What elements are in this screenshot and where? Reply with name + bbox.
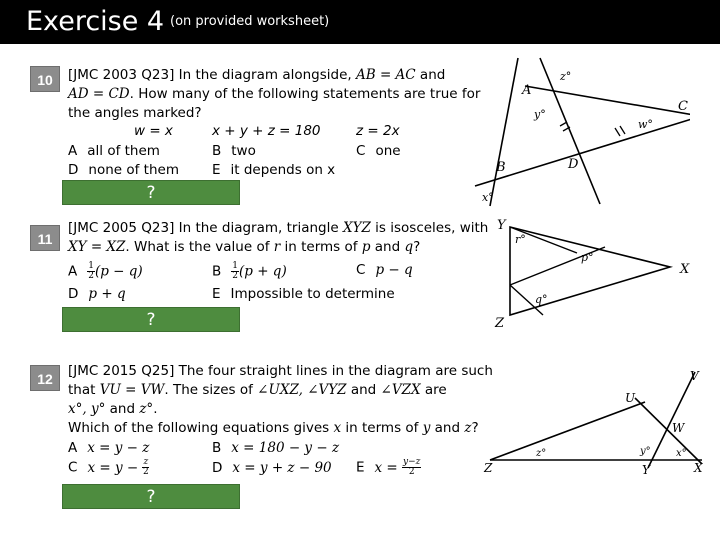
q10-tick-4	[620, 126, 625, 134]
q10-label-y: y°	[534, 108, 546, 121]
q11-option-c: C p − q	[356, 262, 413, 278]
q11-option-a: A $\frac{1}{2}$ (p − q)	[68, 261, 143, 281]
question-number-11: 11	[30, 225, 60, 251]
q12-line3: x°, y° and z°.	[68, 401, 158, 417]
question-number-10: 10	[30, 66, 60, 92]
q10-line2: AD = CD. How many of the following statements are true for	[68, 86, 481, 102]
q12-line-vy	[648, 372, 695, 468]
q10-line-ab	[490, 58, 518, 206]
q12-line-zu	[490, 402, 645, 460]
q12-line2: that VU = VW. The sizes of ∠UXZ, ∠VYZ and ∠VZX are	[68, 382, 447, 398]
q11-option-e: E Impossible to determine	[212, 286, 395, 302]
q10-label-z: z°	[560, 70, 572, 83]
q12-line4: Which of the following equations gives x in terms of y and z?	[68, 420, 479, 436]
q10-tick-1	[560, 122, 567, 126]
q10-line1: [JMC 2003 Q23] In the diagram alongside, AB = AC and	[68, 67, 446, 83]
q10-label-w: w°	[638, 118, 653, 131]
q11-label-q: q°	[535, 293, 548, 306]
q10-answer-button[interactable]: ?	[62, 180, 240, 205]
q11-diagram	[485, 215, 700, 335]
q12-label-w: W	[672, 421, 685, 435]
q11-line2: XY = XZ. What is the value of r in terms of p and q?	[68, 239, 421, 255]
q11-b-fraction: $\frac{1}{2}$	[232, 261, 238, 281]
title-bar	[0, 0, 720, 44]
q10-line3: the angles marked?	[68, 105, 202, 121]
q11-triangle-xyz	[510, 227, 670, 315]
q10-statement-1: w = x	[134, 123, 173, 139]
q10-statement-2: x + y + z = 180	[212, 123, 321, 139]
q12-option-e: E x = $\frac{y-z}{2}$	[356, 457, 421, 477]
q12-option-a: A x = y − z	[68, 440, 150, 456]
q10-option-e: E it depends on x	[212, 162, 336, 178]
q12-line1: [JMC 2015 Q25] The four straight lines in the diagram are such	[68, 363, 493, 379]
q12-label-z: Z	[484, 461, 493, 475]
q11-a-fraction: $\frac{1}{2}$	[88, 261, 94, 281]
q10-line-bc	[475, 118, 690, 186]
q10-label-d: D	[568, 157, 579, 172]
q11-label-p: p°	[581, 251, 594, 264]
q11-label-r: r°	[515, 233, 526, 246]
q12-label-y-angle: y°	[640, 446, 651, 457]
question-10-text	[68, 66, 480, 123]
q10-label-b: B	[496, 160, 506, 175]
q10-diagram	[470, 56, 690, 211]
q11-option-d: D p + q	[68, 286, 126, 302]
q10-option-c: C one	[356, 143, 401, 159]
q12-label-u: U	[625, 391, 636, 405]
q11-label-z: Z	[495, 316, 505, 331]
q10-label-c: C	[678, 99, 688, 114]
q10-option-d: D none of them	[68, 162, 179, 178]
question-11-text	[68, 219, 488, 257]
question-12-text	[68, 362, 493, 438]
q11-label-x: X	[680, 262, 690, 277]
q10-tick-3	[615, 128, 620, 136]
q12-label-v: V	[690, 369, 699, 383]
q10-line-ac	[525, 86, 690, 116]
q10-option-a: A all of them	[68, 143, 160, 159]
q12-label-z-angle: z°	[536, 448, 547, 459]
q10-label-x: x°	[482, 191, 494, 204]
q10-label-a: A	[522, 83, 532, 98]
q12-option-c: C x = y − $\frac{z}{2}$	[68, 457, 149, 477]
q10-statement-3: z = 2x	[356, 123, 400, 139]
q11-line1: [JMC 2005 Q23] In the diagram, triangle XYZ is isosceles, with	[68, 220, 489, 236]
q12-e-fraction: $\frac{y-z}{2}$	[403, 457, 421, 477]
q12-c-fraction: $\frac{z}{2}$	[142, 457, 149, 477]
q12-label-y: Y	[642, 463, 650, 477]
q12-label-x-angle: x°	[676, 448, 687, 459]
page-title: Exercise 4	[26, 6, 165, 37]
page-subtitle: (on provided worksheet)	[170, 14, 330, 29]
q12-diagram	[480, 360, 710, 480]
q11-label-y: Y	[497, 218, 506, 233]
q12-option-b: B x = 180 − y − z	[212, 440, 340, 456]
q11-option-b: B $\frac{1}{2}$ (p + q)	[212, 261, 287, 281]
question-number-12: 12	[30, 365, 60, 391]
q10-option-b: B two	[212, 143, 256, 159]
q12-answer-button[interactable]: ?	[62, 484, 240, 509]
q12-label-x: X	[694, 461, 703, 475]
q12-option-d: D x = y + z − 90	[212, 460, 332, 476]
q11-answer-button[interactable]: ?	[62, 307, 240, 332]
